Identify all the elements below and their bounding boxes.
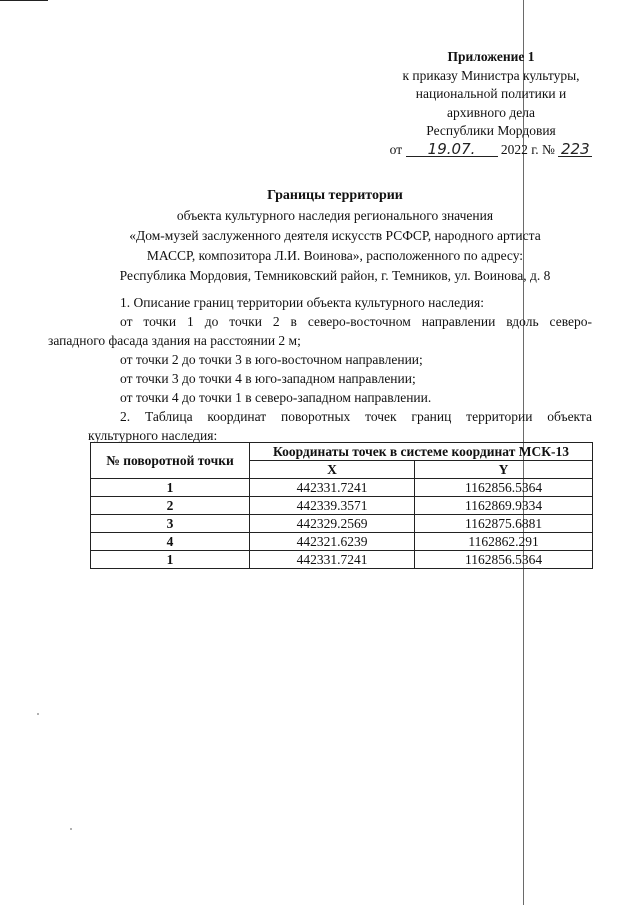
item-2-line-b: культурного наследия:	[88, 428, 218, 443]
order-number-handwritten: 223	[558, 142, 592, 157]
header-point-number: № поворотной точки	[91, 443, 250, 479]
order-prefix: от	[389, 141, 403, 157]
scan-speck	[37, 713, 39, 715]
appendix-title: Приложение 1	[447, 49, 535, 64]
cell-y: 1162869.9334	[415, 497, 593, 515]
header-x: X	[250, 461, 415, 479]
heading-line-2: «Дом-музей заслуженного деятеля искусств РСФСР, народного артиста	[129, 228, 541, 243]
document-heading	[40, 186, 630, 286]
document-title: Границы территории	[267, 188, 403, 203]
header-y: Y	[415, 461, 593, 479]
appendix-line-3: архивного дела	[447, 104, 535, 120]
cell-x: 442321.6239	[250, 533, 415, 551]
cell-x: 442331.7241	[250, 479, 415, 497]
segment-1-line-b: западного фасада здания на расстоянии 2 м;	[48, 333, 301, 348]
segment-4: от точки 4 до точки 1 в северо-западном направлении.	[120, 390, 432, 405]
cell-x: 442331.7241	[250, 551, 415, 569]
cell-point: 1	[91, 551, 250, 569]
appendix-line-1: к приказу Министра культуры,	[402, 67, 580, 83]
cell-point: 1	[91, 479, 250, 497]
heading-line-3: МАССР, композитора Л.И. Воинова», расположенного по адресу:	[146, 248, 524, 263]
cell-y: 1162856.5364	[415, 551, 593, 569]
header-coordinates-group: Координаты точек в системе координат МСК-13	[250, 443, 593, 461]
segment-2: от точки 2 до точки 3 в юго-восточном направлении;	[120, 352, 423, 367]
table-row	[91, 551, 593, 569]
cell-x: 442329.2569	[250, 515, 415, 533]
heading-line-1: объекта культурного наследия регионального значения	[176, 208, 494, 223]
order-date-line	[360, 141, 622, 160]
heading-line-4: Республика Мордовия, Темниковский район, г. Темников, ул. Воинова, д. 8	[119, 268, 551, 283]
segment-3: от точки 3 до точки 4 в юго-западном направлении;	[120, 371, 416, 386]
scan-artifact-top	[0, 0, 48, 1]
cell-y: 1162875.6881	[415, 515, 593, 533]
table-row	[91, 515, 593, 533]
cell-y: 1162862.291	[415, 533, 593, 551]
item-1-title: 1. Описание границ территории объекта культурного наследия:	[120, 295, 484, 310]
appendix-line-4: Республики Мордовия	[426, 123, 556, 138]
order-date-handwritten: 19.07.	[406, 142, 498, 157]
item-2-line-a: 2. Таблица координат поворотных точек границ территории объекта	[120, 409, 592, 424]
coordinates-table	[90, 442, 593, 569]
cell-point: 3	[91, 515, 250, 533]
cell-point: 4	[91, 533, 250, 551]
cell-x: 442339.3571	[250, 497, 415, 515]
scan-speck	[70, 828, 72, 830]
table-header-row	[91, 443, 593, 461]
table-row	[91, 479, 593, 497]
boundary-description	[48, 293, 592, 445]
table-row	[91, 497, 593, 515]
cell-y: 1162856.5364	[415, 479, 593, 497]
segment-1-line-a: от точки 1 до точки 2 в северо-восточном направлении вдоль северо-	[120, 314, 592, 329]
order-year: 2022 г. №	[500, 141, 555, 157]
table-row	[91, 533, 593, 551]
appendix-line-2: национальной политики и	[415, 86, 567, 101]
cell-point: 2	[91, 497, 250, 515]
appendix-block	[360, 48, 622, 159]
